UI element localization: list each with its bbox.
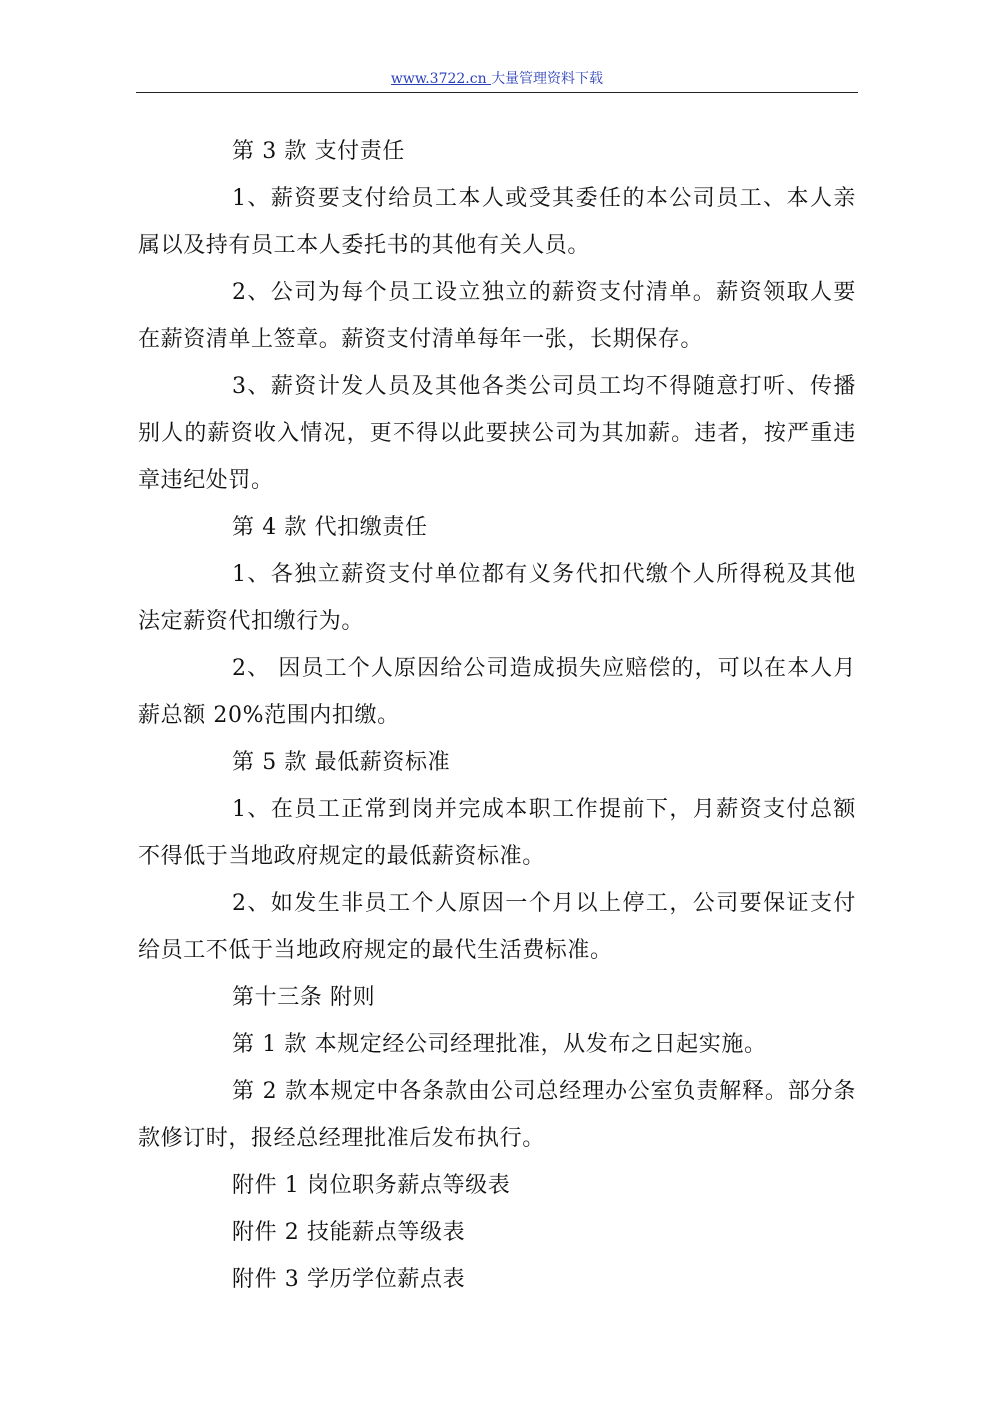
paragraph: 3、薪资计发人员及其他各类公司员工均不得随意打听、传播别人的薪资收入情况，更不得以此要挟公司为其加薪。违者，按严重违章违纪处罚。	[138, 374, 856, 493]
paragraph: 2、公司为每个员工设立独立的薪资支付清单。薪资领取人要在薪资清单上签章。薪资支付清单每年一张，长期保存。	[138, 280, 856, 352]
attachment-item: 附件 1 岗位职务薪点等级表	[232, 1173, 511, 1198]
document-body	[138, 128, 856, 1303]
header-divider	[136, 92, 858, 93]
page-header	[136, 68, 858, 90]
attachment-item: 附件 2 技能薪点等级表	[232, 1220, 466, 1245]
paragraph: 2、如发生非员工个人原因一个月以上停工，公司要保证支付给员工不低于当地政府规定的最代生活费标准。	[138, 891, 856, 963]
section-heading: 第 3 款 支付责任	[232, 139, 405, 164]
paragraph: 2、 因员工个人原因给公司造成损失应赔偿的，可以在本人月薪总额 20%范围内扣缴。	[138, 656, 856, 728]
paragraph: 第 2 款本规定中各条款由公司总经理办公室负责解释。部分条款修订时，报经总经理批准后发布执行。	[138, 1079, 856, 1151]
website-link[interactable]: www.3722.cn	[390, 71, 492, 87]
paragraph: 第 1 款 本规定经公司经理批准，从发布之日起实施。	[232, 1032, 767, 1057]
paragraph: 1、各独立薪资支付单位都有义务代扣代缴个人所得税及其他法定薪资代扣缴行为。	[138, 562, 856, 634]
header-text: 大量管理资料下载	[491, 71, 604, 87]
attachment-item: 附件 3 学历学位薪点表	[232, 1267, 466, 1292]
section-heading: 第 4 款 代扣缴责任	[232, 515, 428, 540]
article-heading: 第十三条 附则	[232, 985, 376, 1010]
paragraph: 1、薪资要支付给员工本人或受其委任的本公司员工、本人亲属以及持有员工本人委托书的其他有关人员。	[138, 186, 856, 258]
section-heading: 第 5 款 最低薪资标准	[232, 750, 451, 775]
paragraph: 1、在员工正常到岗并完成本职工作提前下，月薪资支付总额不得低于当地政府规定的最低薪资标准。	[138, 797, 856, 869]
